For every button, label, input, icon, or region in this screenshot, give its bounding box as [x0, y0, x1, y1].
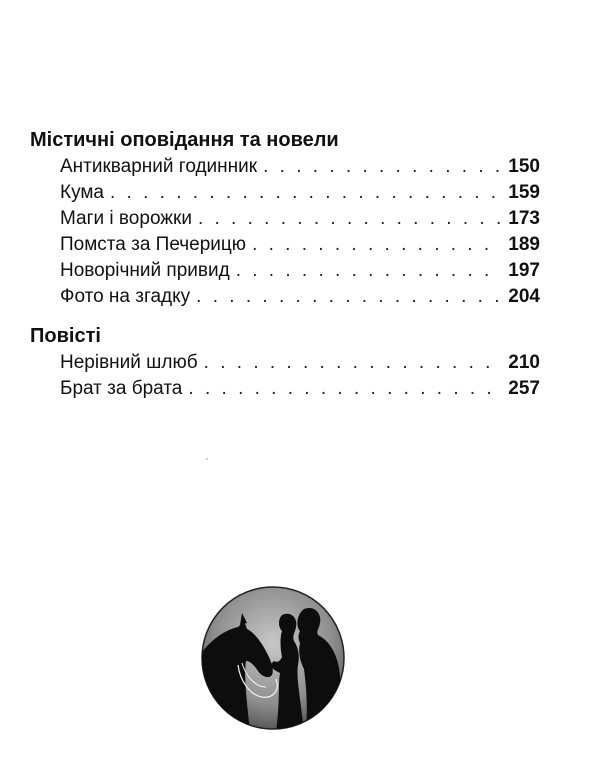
entry-page: 257: [508, 378, 540, 399]
toc-entry[interactable]: [60, 352, 540, 378]
entry-page: 197: [508, 260, 540, 281]
entry-page: 173: [508, 208, 540, 229]
toc-section-mystic: [30, 128, 540, 312]
entry-title: Брат за брата: [60, 378, 183, 399]
entry-page: 204: [508, 286, 540, 307]
section-spacer: [30, 312, 540, 324]
entry-title: Нерівний шлюб: [60, 352, 198, 373]
horse-and-couple-silhouette-icon: [200, 585, 346, 731]
entry-title: Фото на згадку: [60, 286, 191, 307]
toc-entry[interactable]: [60, 378, 540, 404]
leader-dots: [204, 352, 502, 374]
entry-title: Кума: [60, 182, 104, 203]
leader-dots: [188, 378, 502, 400]
speck: [206, 458, 208, 460]
toc-entry[interactable]: [60, 156, 540, 182]
entry-page: 210: [508, 352, 540, 373]
table-of-contents: [30, 128, 540, 404]
leader-dots: [198, 208, 502, 230]
toc-entry[interactable]: [60, 260, 540, 286]
entry-title: Маги і ворожки: [60, 208, 192, 229]
section-title: Містичні оповідання та новели: [30, 129, 339, 151]
entry-title: Новорічний привид: [60, 260, 230, 281]
toc-entry[interactable]: [60, 208, 540, 234]
entry-title: Антикварний годинник: [60, 156, 258, 177]
leader-dots: [252, 234, 502, 256]
entry-page: 150: [508, 156, 540, 177]
entry-page: 189: [508, 234, 540, 255]
leader-dots: [236, 260, 502, 282]
leader-dots: [110, 182, 502, 204]
toc-section-novellas: [30, 324, 540, 404]
leader-dots: [263, 156, 502, 178]
leader-dots: [196, 286, 502, 308]
section-title: Повісті: [30, 325, 101, 347]
entry-title: Помста за Печерицю: [60, 234, 247, 255]
toc-entry[interactable]: [60, 234, 540, 260]
toc-entry[interactable]: [60, 286, 540, 312]
entry-page: 159: [508, 182, 540, 203]
toc-entry[interactable]: [60, 182, 540, 208]
